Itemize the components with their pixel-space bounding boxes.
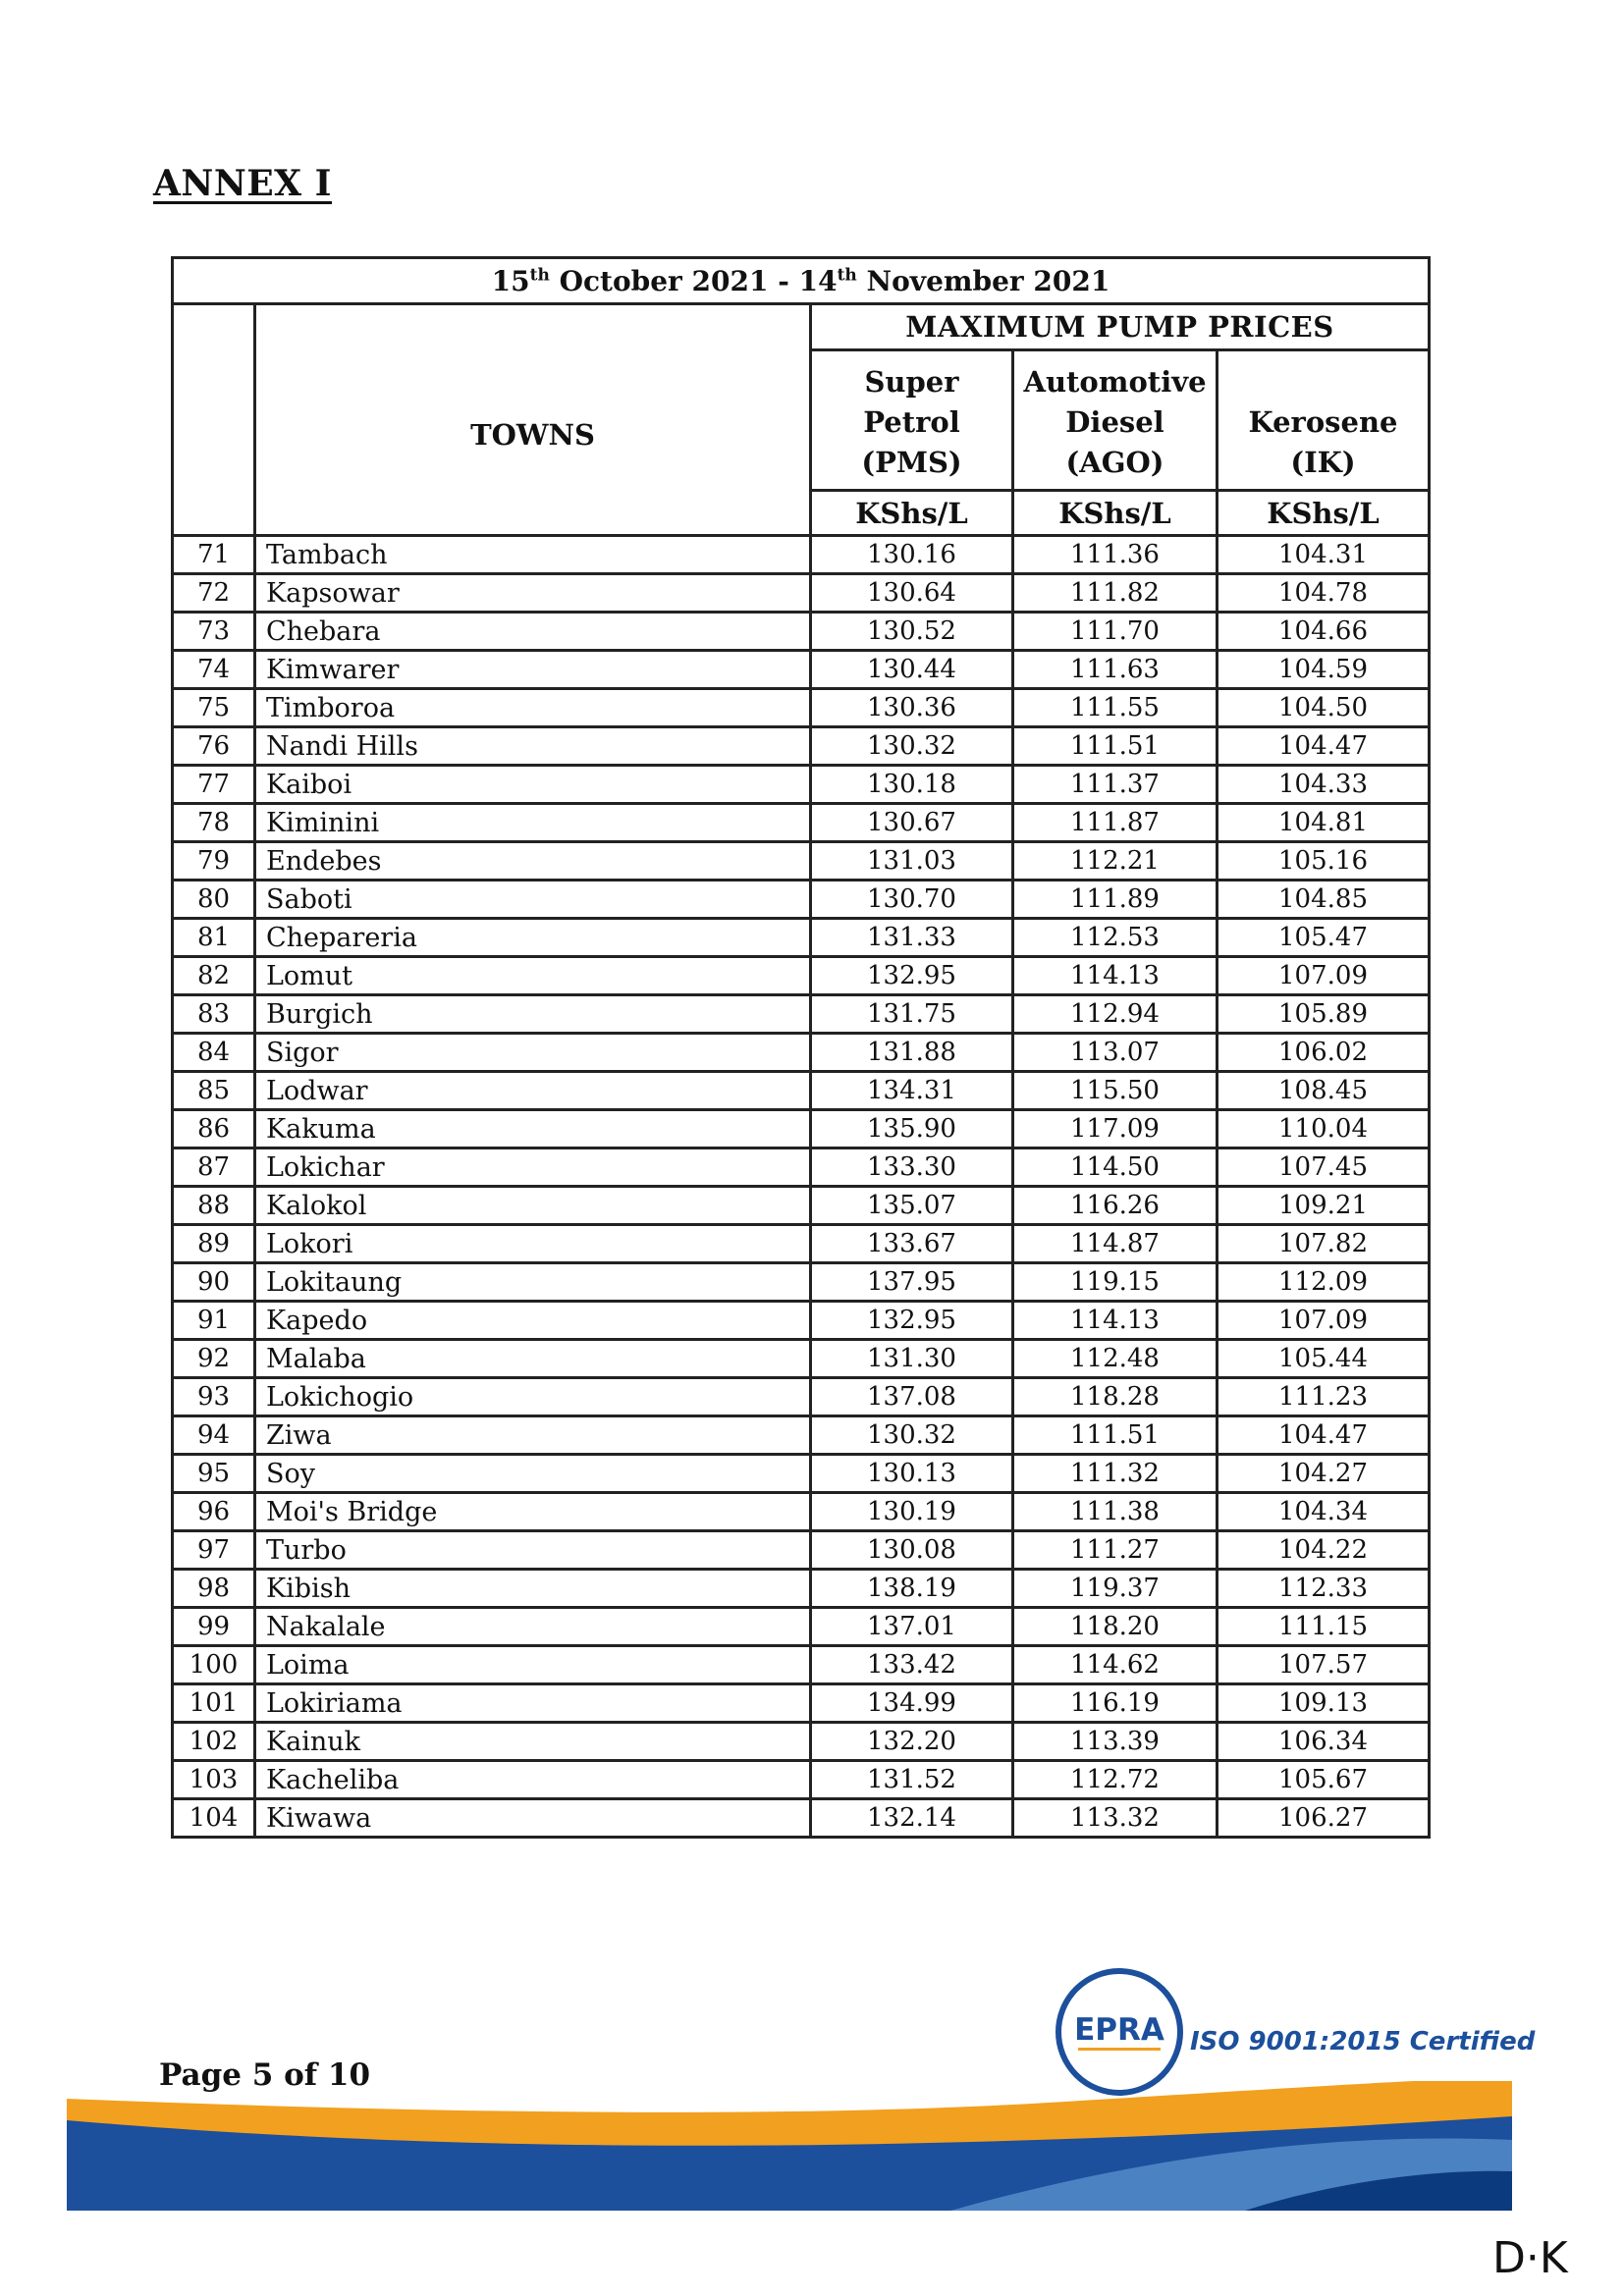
price-pms: 130.64 — [811, 574, 1013, 613]
price-pms: 135.90 — [811, 1110, 1013, 1148]
row-number: 103 — [173, 1761, 255, 1799]
price-pms: 135.07 — [811, 1187, 1013, 1225]
town-name: Saboti — [255, 881, 811, 919]
price-ik: 110.04 — [1218, 1110, 1430, 1148]
price-pms: 130.32 — [811, 727, 1013, 766]
price-ago: 112.94 — [1013, 995, 1218, 1034]
row-number: 73 — [173, 613, 255, 651]
table-row — [173, 1723, 1430, 1761]
row-number: 97 — [173, 1531, 255, 1570]
town-name: Turbo — [255, 1531, 811, 1570]
price-pms: 131.03 — [811, 842, 1013, 881]
town-name: Endebes — [255, 842, 811, 881]
price-ik: 104.59 — [1218, 651, 1430, 689]
table-row — [173, 995, 1430, 1034]
period-header: 15th October 2021 - 14th November 2021 — [173, 258, 1430, 304]
price-ago: 114.13 — [1013, 1302, 1218, 1340]
row-number: 83 — [173, 995, 255, 1034]
price-ago: 115.50 — [1013, 1072, 1218, 1110]
price-ago: 111.82 — [1013, 574, 1218, 613]
row-number: 89 — [173, 1225, 255, 1263]
table-row — [173, 1148, 1430, 1187]
row-number: 80 — [173, 881, 255, 919]
town-name: Kiwawa — [255, 1799, 811, 1838]
price-ago: 116.26 — [1013, 1187, 1218, 1225]
town-name: Loima — [255, 1646, 811, 1684]
table-row — [173, 804, 1430, 842]
price-ago: 112.72 — [1013, 1761, 1218, 1799]
iso-certification: ISO 9001:2015 Certified — [1190, 2027, 1536, 2056]
row-number: 75 — [173, 689, 255, 727]
price-pms: 131.30 — [811, 1340, 1013, 1378]
price-ik: 106.02 — [1218, 1034, 1430, 1072]
town-name: Chebara — [255, 613, 811, 651]
town-name: Tambach — [255, 536, 811, 574]
town-name: Nandi Hills — [255, 727, 811, 766]
price-ik: 111.23 — [1218, 1378, 1430, 1416]
price-ago: 118.28 — [1013, 1378, 1218, 1416]
table-row — [173, 1110, 1430, 1148]
row-number: 92 — [173, 1340, 255, 1378]
table-row — [173, 1493, 1430, 1531]
price-ago: 117.09 — [1013, 1110, 1218, 1148]
price-pms: 130.70 — [811, 881, 1013, 919]
row-number: 86 — [173, 1110, 255, 1148]
row-number: 99 — [173, 1608, 255, 1646]
table-row — [173, 842, 1430, 881]
town-name: Kainuk — [255, 1723, 811, 1761]
unit-pms: KShs/L — [811, 491, 1013, 536]
price-pms: 132.95 — [811, 1302, 1013, 1340]
price-pms: 137.08 — [811, 1378, 1013, 1416]
price-ago: 119.37 — [1013, 1570, 1218, 1608]
price-pms: 132.20 — [811, 1723, 1013, 1761]
row-number: 84 — [173, 1034, 255, 1072]
town-name: Kapedo — [255, 1302, 811, 1340]
price-pms: 130.36 — [811, 689, 1013, 727]
row-number: 96 — [173, 1493, 255, 1531]
price-pms: 130.67 — [811, 804, 1013, 842]
price-ik: 111.15 — [1218, 1608, 1430, 1646]
price-ik: 104.27 — [1218, 1455, 1430, 1493]
price-ago: 113.32 — [1013, 1799, 1218, 1838]
table-row — [173, 1416, 1430, 1455]
table-row — [173, 613, 1430, 651]
price-ago: 113.39 — [1013, 1723, 1218, 1761]
price-ago: 111.36 — [1013, 536, 1218, 574]
table-row — [173, 919, 1430, 957]
price-ik: 104.78 — [1218, 574, 1430, 613]
table-row — [173, 574, 1430, 613]
town-name: Burgich — [255, 995, 811, 1034]
price-ago: 114.87 — [1013, 1225, 1218, 1263]
price-ago: 112.53 — [1013, 919, 1218, 957]
table-row — [173, 1034, 1430, 1072]
table-row — [173, 689, 1430, 727]
price-ago: 112.21 — [1013, 842, 1218, 881]
footer-wave-graphic — [67, 2081, 1512, 2211]
price-ik: 104.81 — [1218, 804, 1430, 842]
town-name: Kibish — [255, 1570, 811, 1608]
price-ik: 105.16 — [1218, 842, 1430, 881]
price-ago: 114.50 — [1013, 1148, 1218, 1187]
price-ago: 112.48 — [1013, 1340, 1218, 1378]
price-ago: 114.13 — [1013, 957, 1218, 995]
price-ik: 107.09 — [1218, 957, 1430, 995]
unit-ago: KShs/L — [1013, 491, 1218, 536]
price-ik: 107.09 — [1218, 1302, 1430, 1340]
town-name: Lokichar — [255, 1148, 811, 1187]
town-name: Kapsowar — [255, 574, 811, 613]
table-row — [173, 1531, 1430, 1570]
price-pms: 134.31 — [811, 1072, 1013, 1110]
town-name: Nakalale — [255, 1608, 811, 1646]
town-name: Kakuma — [255, 1110, 811, 1148]
town-name: Chepareria — [255, 919, 811, 957]
logo-text: EPRA — [1074, 2012, 1164, 2048]
town-name: Lokitaung — [255, 1263, 811, 1302]
price-pms: 130.52 — [811, 613, 1013, 651]
price-ik: 104.66 — [1218, 613, 1430, 651]
column-header-ik: Kerosene (IK) — [1218, 350, 1430, 491]
pump-prices-table — [171, 256, 1431, 1839]
town-name: Kimwarer — [255, 651, 811, 689]
price-pms: 130.32 — [811, 1416, 1013, 1455]
row-number: 85 — [173, 1072, 255, 1110]
price-pms: 130.19 — [811, 1493, 1013, 1531]
price-ik: 106.34 — [1218, 1723, 1430, 1761]
table-row — [173, 1225, 1430, 1263]
price-pms: 131.88 — [811, 1034, 1013, 1072]
town-name: Lokichogio — [255, 1378, 811, 1416]
town-name: Kacheliba — [255, 1761, 811, 1799]
max-prices-row — [173, 304, 1430, 350]
towns-header: TOWNS — [255, 304, 811, 536]
table-row — [173, 1455, 1430, 1493]
price-ago: 111.70 — [1013, 613, 1218, 651]
price-ago: 119.15 — [1013, 1263, 1218, 1302]
row-number: 94 — [173, 1416, 255, 1455]
period-row — [173, 258, 1430, 304]
price-ago: 113.07 — [1013, 1034, 1218, 1072]
price-ik: 104.47 — [1218, 1416, 1430, 1455]
row-number: 90 — [173, 1263, 255, 1302]
price-pms: 132.14 — [811, 1799, 1013, 1838]
price-pms: 130.44 — [811, 651, 1013, 689]
town-name: Kalokol — [255, 1187, 811, 1225]
table-row — [173, 1072, 1430, 1110]
annex-title: ANNEX I — [153, 163, 332, 204]
price-ik: 105.47 — [1218, 919, 1430, 957]
price-ik: 107.57 — [1218, 1646, 1430, 1684]
row-number: 100 — [173, 1646, 255, 1684]
row-number: 71 — [173, 536, 255, 574]
price-pms: 131.33 — [811, 919, 1013, 957]
price-ik: 104.85 — [1218, 881, 1430, 919]
price-ago: 111.87 — [1013, 804, 1218, 842]
price-pms: 131.52 — [811, 1761, 1013, 1799]
price-ago: 111.32 — [1013, 1455, 1218, 1493]
town-name: Timboroa — [255, 689, 811, 727]
price-ago: 111.89 — [1013, 881, 1218, 919]
price-pms: 130.16 — [811, 536, 1013, 574]
row-number: 77 — [173, 766, 255, 804]
price-pms: 137.01 — [811, 1608, 1013, 1646]
price-ago: 111.51 — [1013, 727, 1218, 766]
price-ago: 111.37 — [1013, 766, 1218, 804]
row-number: 91 — [173, 1302, 255, 1340]
table-row — [173, 1799, 1430, 1838]
price-pms: 130.18 — [811, 766, 1013, 804]
price-pms: 133.42 — [811, 1646, 1013, 1684]
price-ik: 105.89 — [1218, 995, 1430, 1034]
price-ago: 116.19 — [1013, 1684, 1218, 1723]
table-row — [173, 1187, 1430, 1225]
column-header-ago: Automotive Diesel (AGO) — [1013, 350, 1218, 491]
price-ik: 109.21 — [1218, 1187, 1430, 1225]
table-row — [173, 1761, 1430, 1799]
price-pms: 131.75 — [811, 995, 1013, 1034]
town-name: Lokiriama — [255, 1684, 811, 1723]
row-number: 78 — [173, 804, 255, 842]
table-row — [173, 727, 1430, 766]
row-number: 95 — [173, 1455, 255, 1493]
town-name: Malaba — [255, 1340, 811, 1378]
town-name: Lodwar — [255, 1072, 811, 1110]
price-ik: 107.82 — [1218, 1225, 1430, 1263]
price-ik: 104.33 — [1218, 766, 1430, 804]
price-ik: 112.09 — [1218, 1263, 1430, 1302]
town-name: Lokori — [255, 1225, 811, 1263]
table-row — [173, 881, 1430, 919]
price-ik: 105.67 — [1218, 1761, 1430, 1799]
table-row — [173, 1378, 1430, 1416]
price-ago: 111.55 — [1013, 689, 1218, 727]
price-ik: 104.34 — [1218, 1493, 1430, 1531]
row-number: 87 — [173, 1148, 255, 1187]
price-ago: 111.27 — [1013, 1531, 1218, 1570]
row-number: 76 — [173, 727, 255, 766]
table-row — [173, 1608, 1430, 1646]
unit-ik: KShs/L — [1218, 491, 1430, 536]
row-number: 82 — [173, 957, 255, 995]
price-ik: 104.50 — [1218, 689, 1430, 727]
price-ik: 108.45 — [1218, 1072, 1430, 1110]
row-number: 98 — [173, 1570, 255, 1608]
row-number: 104 — [173, 1799, 255, 1838]
price-pms: 130.08 — [811, 1531, 1013, 1570]
price-pms: 138.19 — [811, 1570, 1013, 1608]
table-row — [173, 1570, 1430, 1608]
price-ago: 114.62 — [1013, 1646, 1218, 1684]
price-ago: 111.51 — [1013, 1416, 1218, 1455]
table-row — [173, 1340, 1430, 1378]
price-ago: 111.63 — [1013, 651, 1218, 689]
price-pms: 137.95 — [811, 1263, 1013, 1302]
price-pms: 134.99 — [811, 1684, 1013, 1723]
town-name: Kaiboi — [255, 766, 811, 804]
row-number: 102 — [173, 1723, 255, 1761]
price-ik: 104.31 — [1218, 536, 1430, 574]
price-ik: 105.44 — [1218, 1340, 1430, 1378]
row-number: 72 — [173, 574, 255, 613]
number-column-header — [173, 304, 255, 536]
town-name: Moi's Bridge — [255, 1493, 811, 1531]
table-row — [173, 651, 1430, 689]
price-ik: 112.33 — [1218, 1570, 1430, 1608]
table-row — [173, 1646, 1430, 1684]
price-ago: 118.20 — [1013, 1608, 1218, 1646]
handwritten-initials: D·K — [1492, 2233, 1568, 2283]
town-name: Lomut — [255, 957, 811, 995]
maximum-pump-prices-header: MAXIMUM PUMP PRICES — [811, 304, 1430, 350]
table-row — [173, 1684, 1430, 1723]
row-number: 79 — [173, 842, 255, 881]
row-number: 93 — [173, 1378, 255, 1416]
price-ago: 111.38 — [1013, 1493, 1218, 1531]
town-name: Soy — [255, 1455, 811, 1493]
town-name: Kiminini — [255, 804, 811, 842]
price-ik: 106.27 — [1218, 1799, 1430, 1838]
table-row — [173, 1302, 1430, 1340]
page-number: Page 5 of 10 — [159, 2057, 371, 2093]
row-number: 88 — [173, 1187, 255, 1225]
price-ik: 104.47 — [1218, 727, 1430, 766]
price-pms: 133.30 — [811, 1148, 1013, 1187]
row-number: 101 — [173, 1684, 255, 1723]
row-number: 81 — [173, 919, 255, 957]
town-name: Ziwa — [255, 1416, 811, 1455]
town-name: Sigor — [255, 1034, 811, 1072]
price-pms: 133.67 — [811, 1225, 1013, 1263]
row-number: 74 — [173, 651, 255, 689]
price-pms: 130.13 — [811, 1455, 1013, 1493]
table-row — [173, 1263, 1430, 1302]
column-header-pms: Super Petrol (PMS) — [811, 350, 1013, 491]
price-pms: 132.95 — [811, 957, 1013, 995]
price-ik: 107.45 — [1218, 1148, 1430, 1187]
table-row — [173, 536, 1430, 574]
price-ik: 109.13 — [1218, 1684, 1430, 1723]
price-ik: 104.22 — [1218, 1531, 1430, 1570]
table-row — [173, 957, 1430, 995]
table-row — [173, 766, 1430, 804]
